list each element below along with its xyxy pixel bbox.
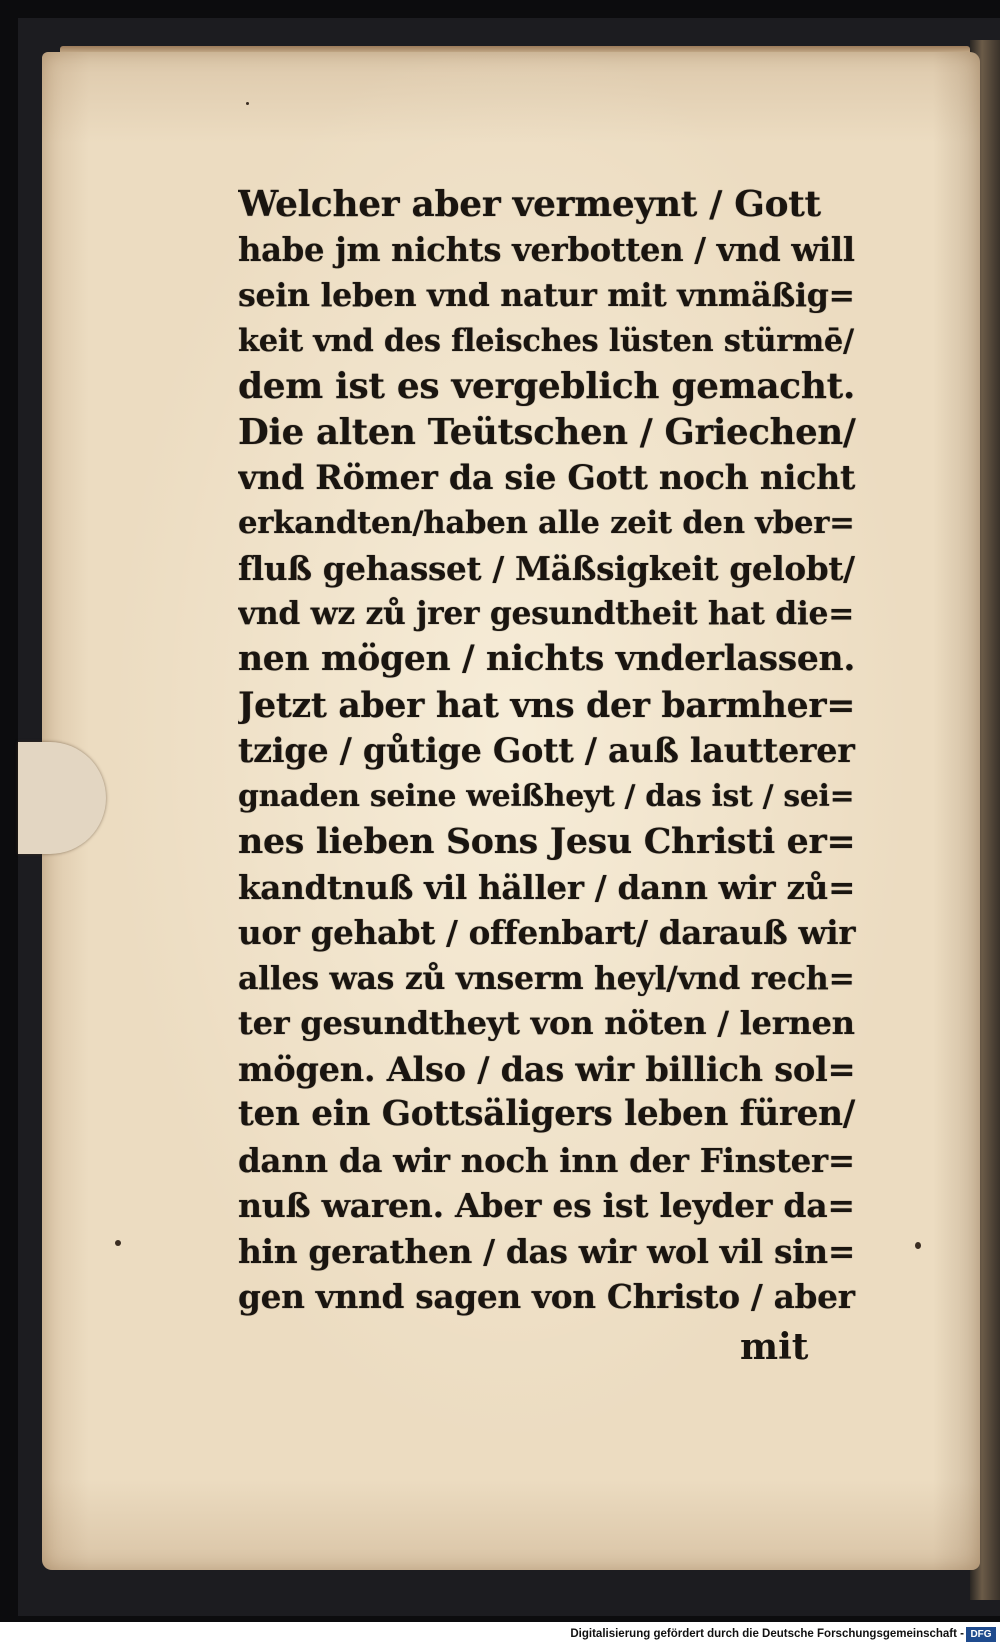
text-line: tzige / gůtige Gott / auß lautterer: [238, 731, 855, 770]
dfg-logo: DFG: [966, 1627, 996, 1642]
text-line: uor gehabt / offenbart/ darauß wir: [238, 913, 856, 952]
text-line: nes lieben Sons Jesu Christi er=: [238, 821, 856, 862]
text-line: Die alten Teütschen / Griechen/: [238, 411, 856, 453]
text-line: Jetzt aber hat vns der barmher=: [238, 684, 856, 726]
text-line: fluß gehasset / Mäßsigkeit gelobt/: [238, 549, 855, 588]
text-line: sein leben vnd natur mit vnmäßig=: [238, 277, 855, 314]
text-line: gnaden seine weißheyt / das ist / sei=: [238, 778, 855, 814]
text-line: hin gerathen / das wir wol vil sin=: [238, 1231, 855, 1271]
text-line: Welcher aber vermeynt / Gott: [238, 183, 821, 225]
text-line: keit vnd des fleisches lüsten stürmē/: [238, 322, 854, 359]
text-line: dem ist es vergeblich gemacht.: [238, 365, 856, 407]
text-line: vnd Römer da sie Gott noch nicht: [238, 458, 856, 497]
text-line: mögen. Also / das wir billich sol=: [238, 1048, 856, 1089]
text-line: dann da wir noch inn der Finster=: [238, 1140, 855, 1180]
footer-credit: Digitalisierung gefördert durch die Deutsche Forschungsgemeinschaft -: [570, 1628, 964, 1640]
page-text: [238, 182, 858, 1320]
text-line: alles was zů vnserm heyl/vnd rech=: [238, 959, 855, 997]
text-line: kandtnuß vil häller / dann wir zů=: [238, 867, 856, 907]
catchword: mit: [740, 1326, 809, 1368]
paper-speck: [915, 1242, 921, 1249]
text-line: vnd wz zů jrer gesundtheit hat die=: [238, 595, 855, 632]
text-line: ter gesundtheyt von nöten / lernen: [238, 1004, 855, 1042]
text-line: nuß waren. Aber es ist leyder da=: [238, 1186, 855, 1225]
text-line: nen mögen / nichts vnderlassen.: [238, 639, 856, 679]
text-line: habe jm nichts verbotten / vnd will: [238, 230, 855, 269]
text-line: erkandten/haben alle zeit den vber=: [238, 504, 855, 541]
paper-speck: [115, 1240, 121, 1246]
paper-speck: [246, 102, 249, 105]
text-line: ten ein Gottsäligers leben füren/: [238, 1094, 855, 1134]
text-line: gen vnnd sagen von Christo / aber: [238, 1277, 855, 1316]
